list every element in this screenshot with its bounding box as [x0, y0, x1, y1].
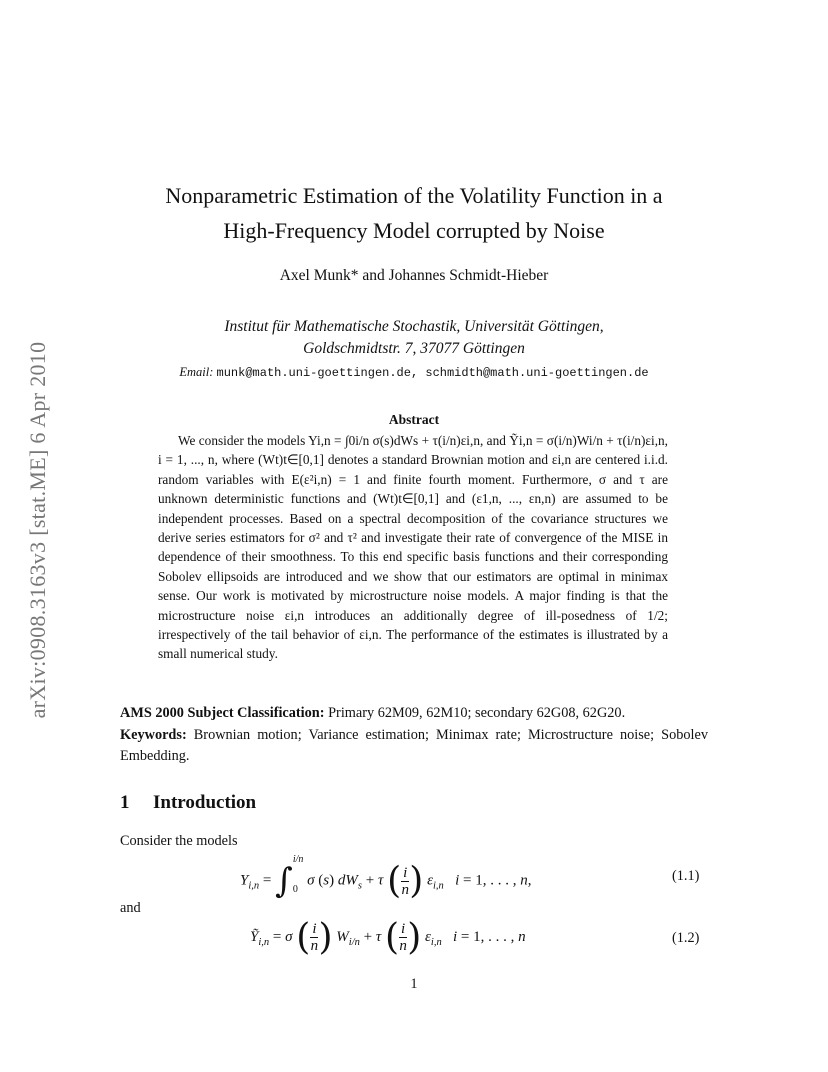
equation-1-1: $Y_{i,n}$ = ∫ i/n 0 σ (s) $dW_s + \tau$ ( $\frac{i}{n}$ ) $\varepsilon_{i,n}$ i = 1, . . . , n, [240, 854, 532, 902]
section-title: Introduction [153, 792, 257, 813]
section-heading [120, 792, 256, 814]
ams-line [120, 703, 708, 725]
arxiv-identifier: arXiv:0908.3163v3 [stat.ME] 6 Apr 2010 [25, 341, 50, 719]
ams-value: Primary 62M09, 62M10; secondary 62G08, 62G20. [328, 705, 626, 721]
abstract-body [158, 431, 668, 664]
affiliation [120, 316, 708, 360]
arxiv-side-stamp [14, 300, 62, 760]
email-label: Email: [179, 365, 214, 379]
equation-1-2: Ỹ$_{i,n}$ = σ ( $\frac{i}{n}$ ) $W_{i/n} + \tau$ ( $\frac{i}{n}$ ) $\varepsilon_{i,n}$ i = 1, . . . , n [250, 917, 526, 958]
email-line [120, 365, 708, 380]
title-line-1: Nonparametric Estimation of the Volatility Function in a [165, 183, 663, 208]
affiliation-line-2: Goldschmidtstr. 7, 37077 Göttingen [303, 340, 525, 357]
page-number: 1 [410, 976, 418, 992]
keywords-value: Brownian motion; Variance estimation; Minimax rate; Microstructure noise; Sobolev Embedding. [120, 726, 709, 764]
email-addresses: munk@math.uni-goettingen.de, schmidth@math.uni-goettingen.de [216, 366, 649, 380]
keywords-label: Keywords: [120, 726, 187, 743]
intro-sentence: Consider the models [120, 833, 238, 849]
ams-label: AMS 2000 Subject Classification: [120, 705, 325, 721]
title-line-2: High-Frequency Model corrupted by Noise [223, 218, 605, 243]
affiliation-line-1: Institut für Mathematische Stochastik, Universität Göttingen, [224, 318, 604, 335]
paper-title [120, 178, 708, 248]
authors: Axel Munk* and Johannes Schmidt-Hieber [279, 267, 549, 284]
equation-1-2-number: (1.2) [672, 930, 700, 946]
keywords-line [120, 725, 708, 768]
section-number: 1 [120, 792, 130, 813]
connector-and: and [120, 900, 141, 916]
abstract-heading: Abstract [388, 412, 440, 427]
equation-1-1-number: (1.1) [672, 868, 700, 884]
abstract-text: We consider the models Yi,n = ∫0i/n σ(s)dWs + τ(i/n)εi,n, and Ỹi,n = σ(i/n)Wi/n + τ(i/n)εi,n, i = 1, ..., n, where (Wt)t∈[0,1] denotes a standard Brownian motion and εi,n are centered i.i.d. random variables with E(ε²i,n) = 1 and finite fourth moment. Furthermore, σ and τ are unknown deterministic functions and (Wt)t∈[0,1] and (ε1,n, ..., εn,n) are assumed to be independent processes. Based on a spectral decomposition of the covariance structures we derive series estimators for σ² and τ² and investigate their rate of convergence of the MISE in dependence of their smoothness. To this end specific basis functions and their corresponding Sobolev ellipsoids are introduced and we show that our estimators are optimal in minimax sense. Our work is motivated by microstructure noise models. A major finding is that the microstructure noise εi,n introduces an additionally degree of ill-posedness of 1/2; irrespectively of the tail behavior of εi,n. The performance of the estimates is illustrated by a small numerical study. [158, 433, 668, 662]
classification-block [120, 703, 708, 768]
